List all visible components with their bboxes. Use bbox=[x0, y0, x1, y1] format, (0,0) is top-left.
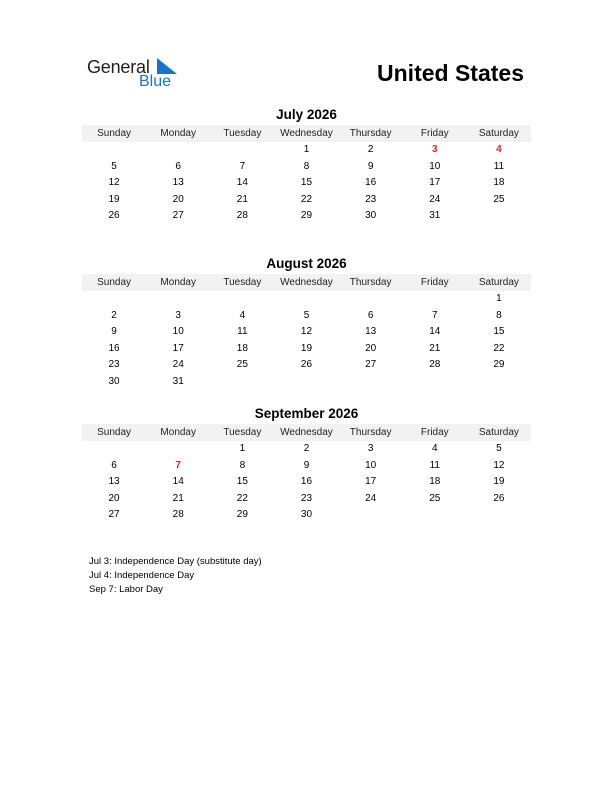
day-cell: 27 bbox=[108, 509, 120, 521]
day-cell: 13 bbox=[172, 177, 184, 189]
day-cell: 8 bbox=[239, 459, 246, 471]
week-row bbox=[82, 491, 531, 508]
day-cell bbox=[210, 374, 274, 391]
day-cell: 10 bbox=[172, 326, 184, 338]
holiday-note: Sep 7: Labor Day bbox=[89, 584, 163, 595]
logo-general-text: General bbox=[87, 57, 150, 77]
day-cell: 11 bbox=[493, 160, 505, 172]
day-cell: 16 bbox=[365, 177, 377, 189]
day-cell bbox=[146, 441, 210, 458]
weekday-label: Monday bbox=[160, 427, 196, 438]
day-cell: 4 bbox=[239, 309, 246, 321]
day-cell: 21 bbox=[172, 492, 184, 504]
day-cell: 19 bbox=[493, 476, 505, 488]
day-cell: 5 bbox=[303, 309, 310, 321]
day-cell: 16 bbox=[108, 342, 120, 354]
weekday-label: Wednesday bbox=[280, 427, 333, 438]
day-cell: 19 bbox=[300, 342, 313, 354]
day-cell bbox=[403, 374, 467, 391]
day-cell: 29 bbox=[236, 509, 248, 521]
day-cell: 29 bbox=[493, 359, 505, 371]
weekday-label: Sunday bbox=[97, 277, 132, 288]
week-row bbox=[82, 374, 531, 391]
country-title: United States bbox=[377, 60, 524, 86]
day-cell: 26 bbox=[493, 492, 505, 504]
day-cell bbox=[274, 291, 338, 308]
day-cell: 22 bbox=[300, 193, 313, 205]
day-cell: 31 bbox=[429, 210, 441, 222]
day-cell: 30 bbox=[365, 210, 377, 222]
week-row bbox=[82, 458, 531, 475]
day-cell bbox=[467, 507, 531, 524]
day-cell: 22 bbox=[493, 342, 505, 354]
day-cell: 25 bbox=[429, 492, 441, 504]
day-cell: 4 bbox=[496, 144, 502, 155]
day-cell: 3 bbox=[367, 443, 374, 454]
weekday-header bbox=[82, 125, 531, 142]
day-cell: 28 bbox=[172, 509, 184, 521]
day-cell: 31 bbox=[172, 375, 184, 387]
day-cell: 6 bbox=[367, 309, 374, 321]
day-cell: 26 bbox=[300, 359, 313, 371]
day-cell: 30 bbox=[300, 509, 313, 521]
weekday-label: Friday bbox=[420, 277, 449, 288]
week-row bbox=[82, 474, 531, 491]
week-row bbox=[82, 192, 531, 209]
month-title: September 2026 bbox=[254, 406, 359, 421]
month-august bbox=[82, 256, 531, 391]
day-cell: 28 bbox=[429, 359, 441, 371]
day-cell: 13 bbox=[365, 326, 377, 338]
day-cell: 2 bbox=[303, 443, 310, 454]
day-cell bbox=[82, 142, 146, 159]
day-cell: 14 bbox=[236, 177, 248, 189]
weekday-label: Saturday bbox=[478, 128, 519, 139]
day-cell: 6 bbox=[175, 160, 181, 172]
week-row bbox=[82, 357, 531, 374]
day-cell: 7 bbox=[239, 160, 246, 172]
day-cell bbox=[210, 142, 274, 159]
weekday-label: Saturday bbox=[478, 427, 519, 438]
day-cell: 9 bbox=[111, 326, 117, 338]
weekday-label: Monday bbox=[160, 277, 196, 288]
week-row bbox=[82, 208, 531, 225]
week-row bbox=[82, 441, 531, 458]
day-cell: 23 bbox=[365, 193, 377, 205]
day-cell: 25 bbox=[493, 193, 505, 205]
holiday-note: Jul 3: Independence Day (substitute day) bbox=[89, 556, 262, 567]
day-cell: 4 bbox=[431, 443, 438, 454]
day-cell: 21 bbox=[429, 342, 441, 354]
day-cell: 23 bbox=[108, 359, 120, 371]
day-cell: 15 bbox=[300, 177, 313, 189]
day-cell: 17 bbox=[172, 342, 184, 354]
day-cell: 18 bbox=[236, 342, 248, 354]
day-cell bbox=[403, 507, 467, 524]
month-title: August 2026 bbox=[266, 256, 347, 271]
weekday-label: Tuesday bbox=[223, 128, 262, 139]
week-row bbox=[82, 507, 531, 524]
day-cell: 8 bbox=[496, 309, 502, 321]
month-title: July 2026 bbox=[276, 107, 337, 122]
day-cell: 11 bbox=[237, 326, 248, 338]
week-row bbox=[82, 308, 531, 325]
day-cell bbox=[339, 291, 403, 308]
weekday-label: Thursday bbox=[349, 128, 392, 139]
day-cell bbox=[82, 291, 146, 308]
day-cell: 16 bbox=[300, 476, 313, 488]
day-cell: 17 bbox=[365, 476, 377, 488]
day-cell bbox=[467, 374, 531, 391]
day-cell: 6 bbox=[111, 459, 117, 471]
day-cell: 29 bbox=[300, 210, 313, 222]
day-cell: 28 bbox=[236, 210, 248, 222]
day-cell: 20 bbox=[172, 193, 184, 205]
weekday-label: Sunday bbox=[97, 427, 132, 438]
day-cell: 19 bbox=[108, 193, 120, 205]
day-cell: 7 bbox=[175, 459, 181, 471]
week-row bbox=[82, 159, 531, 176]
day-cell: 30 bbox=[108, 375, 120, 387]
day-cell: 7 bbox=[431, 309, 438, 321]
day-cell bbox=[339, 507, 403, 524]
day-cell: 24 bbox=[365, 492, 377, 504]
weekday-label: Thursday bbox=[349, 277, 392, 288]
weekday-label: Tuesday bbox=[223, 427, 262, 438]
day-cell: 20 bbox=[365, 342, 377, 354]
day-cell: 1 bbox=[239, 443, 246, 454]
weekday-label: Tuesday bbox=[223, 277, 262, 288]
day-cell: 14 bbox=[172, 476, 184, 488]
day-cell bbox=[339, 374, 403, 391]
day-cell bbox=[467, 208, 531, 225]
holiday-notes bbox=[89, 555, 262, 597]
logo-blue-text: Blue bbox=[139, 73, 172, 90]
day-cell: 15 bbox=[236, 476, 248, 488]
day-cell: 9 bbox=[303, 459, 310, 471]
day-cell: 13 bbox=[108, 476, 120, 488]
day-cell: 15 bbox=[493, 326, 505, 338]
day-cell: 2 bbox=[367, 144, 374, 155]
day-cell bbox=[82, 441, 146, 458]
weekday-label: Saturday bbox=[478, 277, 519, 288]
weekday-label: Monday bbox=[160, 128, 196, 139]
week-row bbox=[82, 291, 531, 308]
day-cell: 1 bbox=[496, 293, 502, 304]
day-cell: 24 bbox=[172, 359, 184, 371]
weekday-label: Sunday bbox=[97, 128, 132, 139]
day-cell: 3 bbox=[175, 309, 181, 321]
day-cell: 12 bbox=[493, 459, 505, 471]
weekday-header bbox=[82, 424, 531, 441]
week-row bbox=[82, 324, 531, 341]
day-cell: 9 bbox=[367, 160, 374, 172]
day-cell: 12 bbox=[300, 326, 313, 338]
day-cell: 18 bbox=[429, 476, 441, 488]
day-cell: 11 bbox=[429, 459, 440, 471]
day-cell: 21 bbox=[236, 193, 248, 205]
day-cell bbox=[274, 374, 338, 391]
day-cell bbox=[146, 291, 210, 308]
weekday-label: Thursday bbox=[349, 427, 392, 438]
day-cell bbox=[403, 291, 467, 308]
day-cell: 24 bbox=[429, 193, 441, 205]
holiday-note: Jul 4: Independence Day bbox=[89, 570, 195, 581]
month-july bbox=[82, 107, 531, 225]
day-cell: 12 bbox=[108, 177, 120, 189]
day-cell bbox=[210, 291, 274, 308]
day-cell: 10 bbox=[429, 160, 441, 172]
weekday-label: Wednesday bbox=[280, 128, 333, 139]
day-cell: 5 bbox=[111, 160, 117, 172]
weekday-label: Wednesday bbox=[280, 277, 333, 288]
generalblue-logo bbox=[87, 56, 187, 92]
day-cell: 17 bbox=[429, 177, 441, 189]
day-cell: 2 bbox=[111, 309, 117, 321]
day-cell: 5 bbox=[496, 443, 502, 454]
day-cell: 8 bbox=[303, 160, 310, 172]
week-row bbox=[82, 341, 531, 358]
week-row bbox=[82, 175, 531, 192]
day-cell: 26 bbox=[108, 210, 120, 222]
day-cell: 20 bbox=[108, 492, 120, 504]
weekday-header bbox=[82, 274, 531, 291]
month-september bbox=[82, 406, 531, 524]
day-cell: 23 bbox=[300, 492, 313, 504]
week-row bbox=[82, 142, 531, 159]
weekday-label: Friday bbox=[420, 128, 449, 139]
day-cell: 18 bbox=[493, 177, 505, 189]
day-cell: 3 bbox=[431, 144, 438, 155]
day-cell: 25 bbox=[236, 359, 248, 371]
day-cell bbox=[146, 142, 210, 159]
day-cell: 27 bbox=[365, 359, 377, 371]
day-cell: 1 bbox=[303, 144, 310, 155]
day-cell: 27 bbox=[172, 210, 184, 222]
day-cell: 22 bbox=[236, 492, 248, 504]
day-cell: 10 bbox=[365, 459, 377, 471]
weekday-label: Friday bbox=[420, 427, 449, 438]
day-cell: 14 bbox=[429, 326, 441, 338]
